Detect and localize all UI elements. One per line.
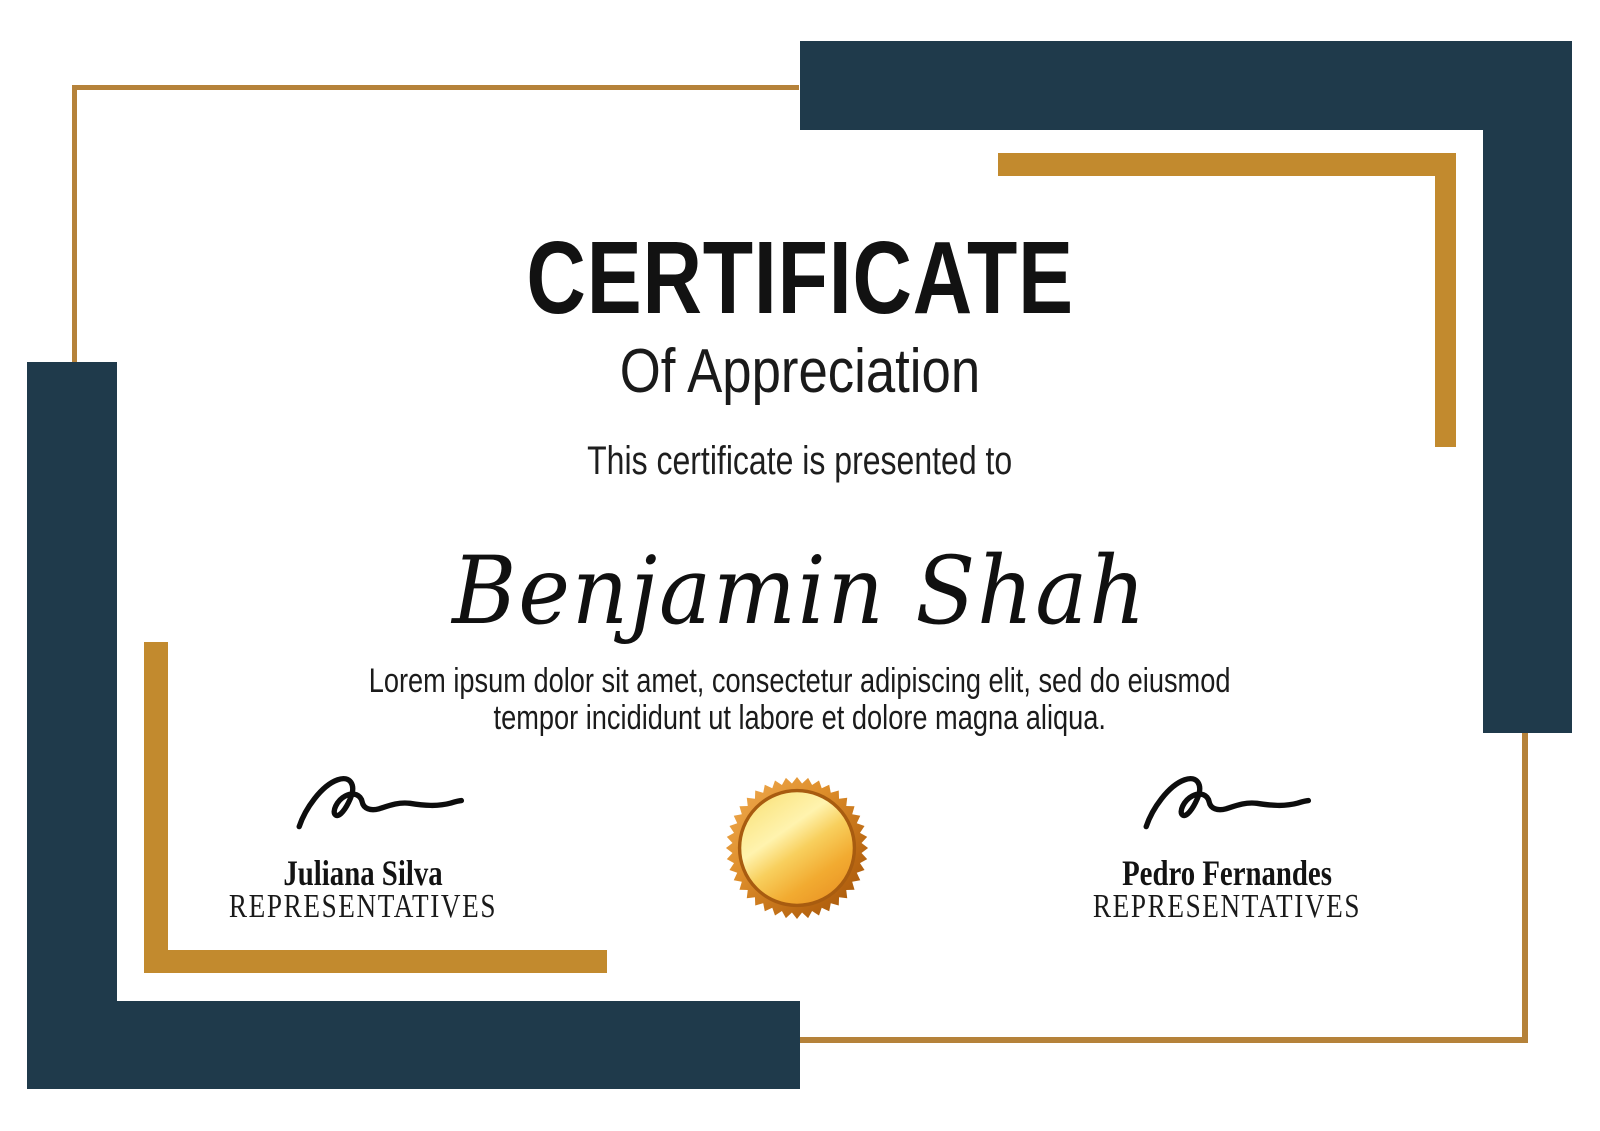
presented-to-text: This certificate is presented to [587, 439, 1013, 483]
seal-inner-disc [740, 791, 855, 906]
body-text-line-1: Lorem ipsum dolor sit amet, consectetur adipiscing elit, sed do eiusmod [369, 662, 1231, 700]
presented-to-line [0, 441, 1600, 481]
recipient-name [0, 537, 1600, 646]
navy-bar-bottom-left [117, 1001, 800, 1089]
certificate-title-text: CERTIFICATE [526, 220, 1074, 335]
recipient-name-text: Benjamin Shah [452, 537, 1148, 646]
signature-squiggle-icon [1138, 763, 1316, 834]
navy-column-right [1483, 130, 1572, 733]
certificate-subtitle [0, 337, 1600, 406]
signatory-name-right: Pedro Fernandes [1122, 853, 1332, 893]
signatory-role-left: REPRESENTATIVES [228, 888, 498, 925]
certificate-subtitle-text: Of Appreciation [619, 337, 981, 406]
signature-squiggle-icon [291, 763, 469, 834]
certificate-title [0, 220, 1600, 335]
navy-bar-top-right [800, 41, 1572, 130]
signatory-name-left: Juliana Silva [283, 853, 443, 893]
gold-seal-icon [724, 775, 870, 921]
signatory-role-right: REPRESENTATIVES [1092, 888, 1362, 925]
body-text-line-2: tempor incididunt ut labore et dolore magna aliqua. [493, 699, 1107, 737]
